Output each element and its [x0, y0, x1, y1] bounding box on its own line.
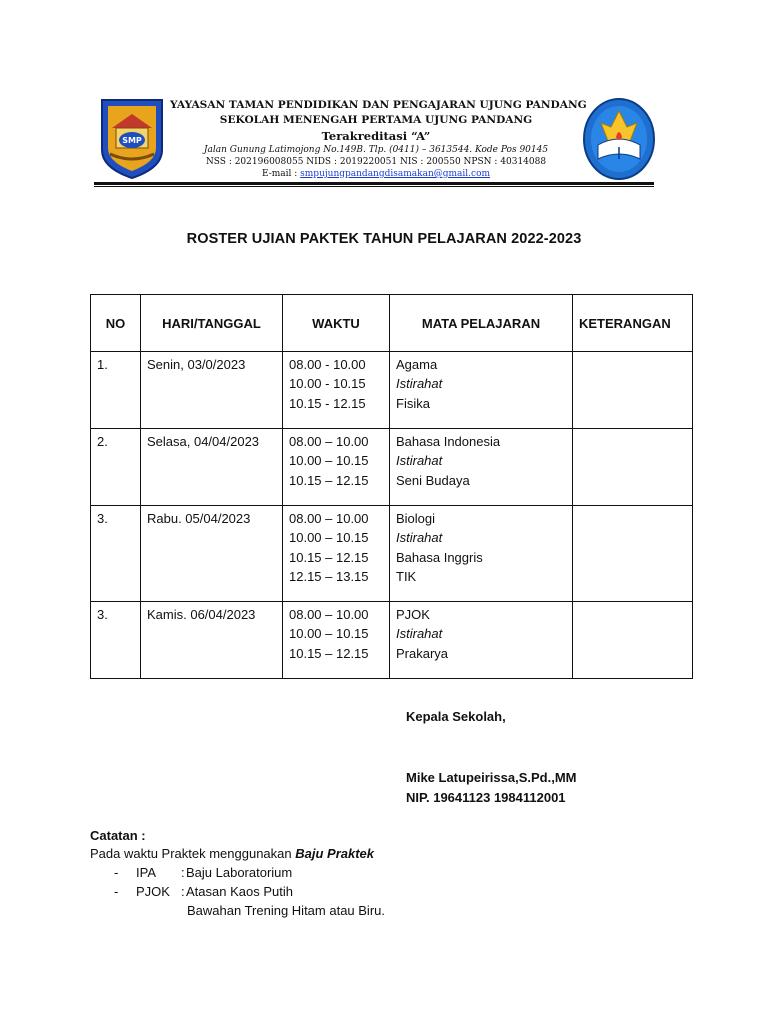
time-slot: 08.00 – 10.00 [289, 511, 369, 526]
row-subjects [390, 352, 573, 429]
row-times [283, 429, 390, 506]
break-label: Istirahat [396, 453, 443, 469]
header-remarks: KETERANGAN [573, 295, 693, 352]
time-slot: 08.00 – 10.00 [289, 434, 369, 449]
notes-continuation: Bawahan Trening Hitam atau Biru. [187, 903, 385, 918]
time-slot: 10.00 – 10.15 [289, 530, 369, 546]
row-subjects [390, 506, 573, 602]
row-remarks [573, 352, 693, 429]
row-subjects [390, 602, 573, 679]
notes-heading: Catatan : [90, 828, 146, 843]
break-label: Istirahat [396, 530, 443, 546]
row-number: 2. [91, 429, 141, 506]
row-remarks [573, 429, 693, 506]
row-subjects [390, 429, 573, 506]
notes-intro [90, 846, 374, 861]
break-label: Istirahat [396, 626, 443, 642]
notes-item-separator: : [181, 865, 185, 880]
row-remarks [573, 506, 693, 602]
time-slot: 12.15 – 13.15 [289, 568, 369, 584]
row-times [283, 602, 390, 679]
table-row [91, 506, 693, 602]
time-slot: 10.00 – 10.15 [289, 626, 369, 642]
row-day-date: Kamis. 06/04/2023 [141, 602, 283, 679]
row-day-date: Senin, 03/0/2023 [141, 352, 283, 429]
time-slot: 10.00 - 10.15 [289, 376, 366, 392]
subject: PJOK [396, 607, 430, 622]
letterhead-rule [94, 182, 654, 185]
notes-intro-emphasis: Baju Praktek [295, 846, 375, 861]
document-title: ROSTER UJIAN PAKTEK TAHUN PELAJARAN 2022-2023 [186, 231, 582, 247]
accreditation: Terakreditasi “A” [321, 129, 431, 143]
email-link[interactable]: smpujungpandangdisamakan@gmail.com [300, 169, 491, 179]
time-slot: 10.15 – 12.15 [289, 645, 369, 661]
exam-schedule-table [90, 294, 693, 679]
notes-item-subject: IPA [136, 865, 156, 880]
header-no: NO [91, 295, 141, 352]
row-number: 1. [91, 352, 141, 429]
row-number: 3. [91, 602, 141, 679]
time-slot: 10.15 – 12.15 [289, 472, 369, 488]
break-label: Istirahat [396, 376, 443, 392]
time-slot: 10.00 – 10.15 [289, 453, 369, 469]
signature-role: Kepala Sekolah, [406, 709, 506, 724]
notes-bullet: - [114, 865, 119, 880]
letterhead-rule-thin [94, 186, 654, 187]
table-row [91, 602, 693, 679]
row-times [283, 352, 390, 429]
subject: Fisika [396, 395, 430, 411]
tut-wuri-handayani-logo [582, 97, 656, 181]
time-slot: 10.15 - 12.15 [289, 395, 366, 411]
school-address: Jalan Gunung Latimojong No.149B. Tlp. (0411) – 3613544. Kode Pos 90145 [203, 145, 549, 155]
subject: Prakarya [396, 645, 449, 661]
school-ids: NSS : 202196008055 NIDS : 2019220051 NIS : 200550 NPSN : 40314088 [205, 157, 547, 167]
email-line [170, 168, 582, 180]
header-day-date: HARI/TANGGAL [141, 295, 283, 352]
notes-item-value: Atasan Kaos Putih [186, 884, 293, 899]
foundation-name: YAYASAN TAMAN PENDIDIKAN DAN PENGAJARAN UJUNG PANDANG [170, 99, 587, 111]
subject: Agama [396, 357, 438, 372]
row-number: 3. [91, 506, 141, 602]
subject: Biologi [396, 511, 436, 526]
time-slot: 08.00 - 10.00 [289, 357, 366, 372]
table-row [91, 429, 693, 506]
subject: Seni Budaya [396, 472, 470, 488]
time-slot: 10.15 – 12.15 [289, 549, 369, 565]
email-label: E-mail : [261, 169, 301, 179]
notes-item-value: Baju Laboratorium [186, 865, 293, 880]
row-times [283, 506, 390, 602]
subject: TIK [396, 568, 417, 584]
signature-nip: NIP. 19641123 1984112001 [406, 790, 566, 805]
row-day-date: Selasa, 04/04/2023 [141, 429, 283, 506]
letterhead-text [170, 98, 587, 180]
signature-name: Mike Latupeirissa,S.Pd.,MM [406, 770, 577, 785]
header-time: WAKTU [283, 295, 390, 352]
header-subject: MATA PELAJARAN [390, 295, 573, 352]
school-logo-label: SMP [122, 136, 142, 145]
table-header-row [91, 295, 693, 352]
subject: Bahasa Indonesia [396, 434, 501, 449]
notes-item-separator: : [181, 884, 185, 899]
subject: Bahasa Inggris [396, 549, 483, 565]
notes-bullet: - [114, 884, 119, 899]
school-name: SEKOLAH MENENGAH PERTAMA UJUNG PANDANG [219, 114, 533, 126]
table-row [91, 352, 693, 429]
notes-item-subject: PJOK [136, 884, 170, 899]
time-slot: 08.00 – 10.00 [289, 607, 369, 622]
row-remarks [573, 602, 693, 679]
row-day-date: Rabu. 05/04/2023 [141, 506, 283, 602]
notes-intro-text: Pada waktu Praktek menggunakan [90, 846, 296, 861]
school-logo [98, 98, 166, 180]
